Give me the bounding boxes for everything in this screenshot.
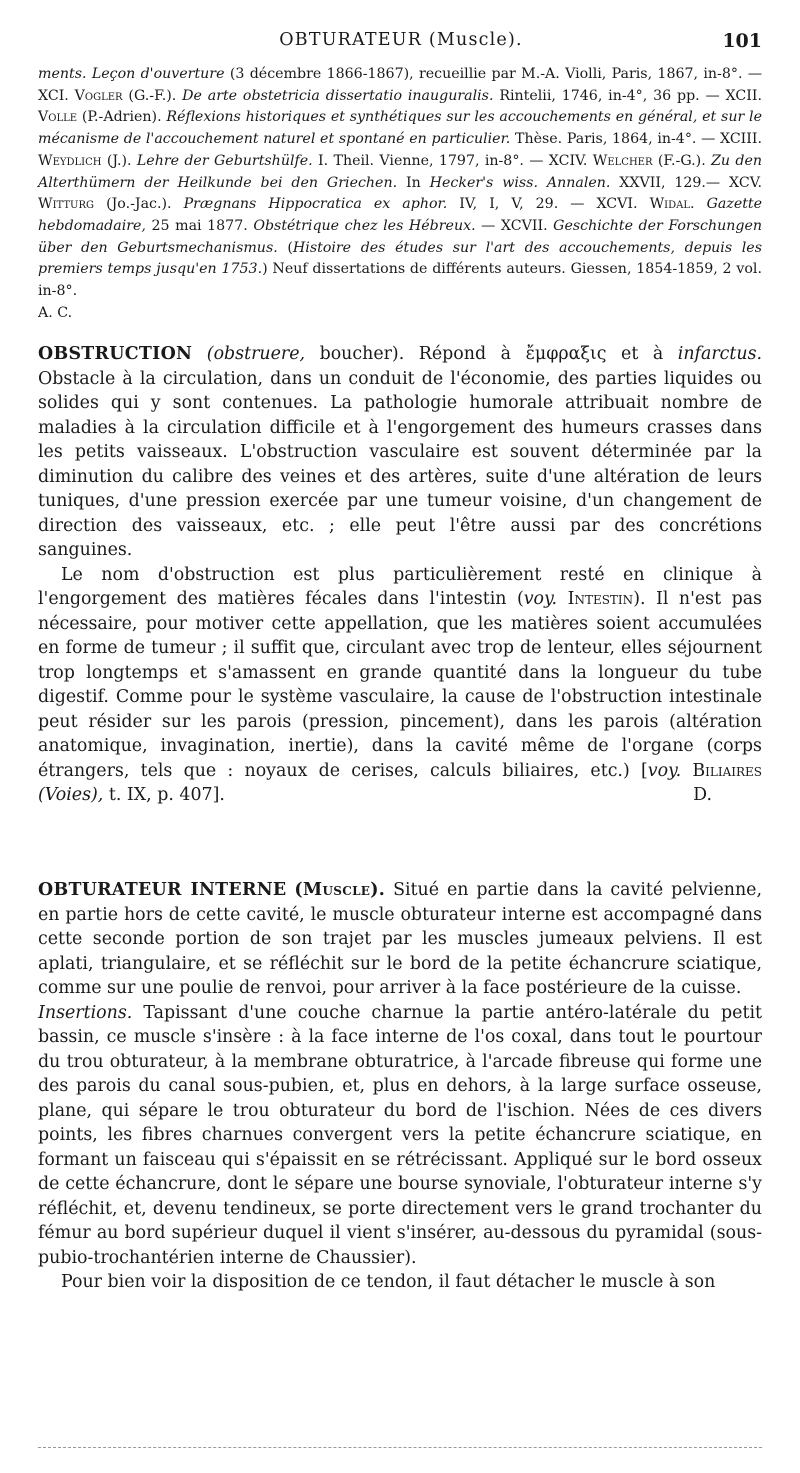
biblio-frag: — XCVII. (481, 217, 548, 234)
biblio-title: Obstétrique chez les Hébreux. (253, 217, 476, 234)
biblio-author: Vogler (74, 87, 123, 104)
biblio-frag: XXVII, 129.— XCV. (619, 174, 762, 191)
biblio-author: Witturg (38, 196, 95, 213)
cross-ref-voies: (Voies), (38, 785, 104, 805)
biblio-frag: Thèse. Paris, 1864, in-4°. — XCIII. (515, 131, 762, 148)
obstruction-text: ). Il n'est pas nécessaire, pour motiver cette appellation, que les matières soient accumulées en forme de tumeur ; il suffit que, circulant avec trop de lenteur, elles séjournent trop longtemps et s'amassent en grande quantité dans la longueur du tube digestif. Comme pour le système vasculaire, la cause de l'obstruction intestinale peut résider sur les parois (pression, pincement), dans les parois (altération anatomique, invagination, inertie), dans la cavité même de l'organe (corps étrangers, tels que : noyaux de cerises, calculs biliaires, etc.) [ (38, 589, 763, 781)
article-obstruction (38, 342, 762, 808)
biblio-frag: (P.-Adrien). (81, 109, 162, 126)
obturateur-text: Tapissant d'une couche charnue la partie antéro-latérale du petit bassin, ce muscle s'insère : à la face interne de l'os coxal, dans tout le pourtour du trou obturateur, à la membrane obturatrice, à l'arcade fibreuse qui forme une des parois du canal sous-pubien, et, plus en dehors, à la large surface osseuse, plane, qui sépare le trou obturateur du bord de l'ischion. Nées de ces divers points, les fibres charnues convergent vers la petite échancrure sciatique, en formant un faisceau qui s'épaissit en se rétrécissant. Appliqué sur le bord osseux de cette échancrure, dont le sépare une bourse synoviale, l'obturateur interne s'y réfléchit, et, devenu tendineux, se porte directement vers le grand trochanter du fémur au bord supérieur duquel il vient s'insérer, au-dessous du pyramidal (sous-pubio-trochantérien interne de Chaussier). (38, 1002, 763, 1268)
obstruction-ref: t. IX, p. 407]. (108, 785, 225, 805)
footer-rule (38, 1447, 762, 1448)
greek-term: ἔμφραξις (525, 344, 607, 364)
etymology: (obstruere, (206, 344, 306, 364)
cross-ref-voy: voy. (523, 589, 558, 609)
bibliography-block (38, 64, 762, 324)
biblio-title: De arte obstetricia dissertatio inauguralis. (182, 87, 494, 104)
biblio-frag: (J.). (106, 152, 132, 169)
biblio-title: Leçon d'ouverture (91, 66, 225, 82)
article-obturateur (38, 878, 762, 1295)
cross-ref-biliaires: Biliaires (692, 760, 762, 781)
running-head (40, 30, 762, 56)
page-number: 101 (722, 30, 762, 52)
biblio-title: Geschichte der Forschungen über den Geburtsmechanismus. (38, 217, 763, 256)
headword-obstruction: OBSTRUCTION (38, 344, 193, 364)
biblio-title: Prægnans Hippocratica ex aphor. (183, 196, 448, 213)
obstruction-signature: D. (693, 785, 712, 805)
biblio-frag: (G.-F.). (128, 87, 177, 104)
obstruction-para-2 (38, 563, 762, 808)
biblio-frag: IV, I, V, 29. — XCVI. (459, 196, 638, 213)
running-title: OBTURATEUR (Muscle). (279, 30, 523, 50)
latin-term: infarctus. (677, 344, 763, 364)
headword-obturateur: OBTURATEUR INTERNE (38, 880, 287, 900)
obstruction-text: Le nom d'obstruction est plus particulièrement resté en clinique à l'engorgement des matières fécales dans l'intestin ( (38, 564, 762, 609)
biblio-author: Volle (38, 109, 78, 126)
biblio-frag: ments. (38, 66, 87, 82)
biblio-frag: ) Neuf dissertations de différents auteurs. Giessen, 1854-1859, 2 vol. in-8°. (38, 261, 762, 300)
biblio-frag: I. Theil. Vienne, 1797, in-8°. — XCIV. (318, 152, 588, 169)
obstruction-text: boucher). Répond à (319, 344, 512, 364)
obturateur-text: Pour bien voir la disposition de ce tendon, il faut détacher le muscle à son (61, 1272, 716, 1292)
biblio-frag: Rintelii, 1746, in-4°, 36 pp. — XCII. (499, 87, 762, 104)
biblio-title: Histoire des études sur l'art des accouchements, depuis les premiers temps jusqu'en 1753. (38, 239, 762, 278)
biblio-author: Welcher (592, 152, 653, 169)
biblio-frag: ( (287, 239, 293, 256)
obturateur-para-3 (38, 1270, 762, 1295)
bibliography-text (38, 64, 762, 303)
biblio-title: Réflexions historiques et synthétiques sur les accouchements en général, et sur le mécanisme de l'accouchement naturel et spontané en particulier. (38, 109, 762, 148)
cross-ref-voy: voy. (647, 760, 682, 781)
insertions-label: Insertions. (38, 1002, 133, 1023)
biblio-title: Gazette hebdomadaire, (38, 196, 763, 234)
biblio-frag: (Jo.-Jac.). (106, 196, 172, 213)
biblio-signature: A. C. (38, 304, 73, 321)
cross-ref-intestin: Intestin (567, 589, 634, 609)
biblio-author: Weydlich (38, 152, 102, 169)
headword-muscle: (Muscle). (294, 880, 386, 900)
biblio-title: Hecker's wiss. Annalen. (429, 174, 611, 191)
biblio-title: Lehre der Geburtshülfe. (136, 152, 313, 169)
obstruction-text: Obstacle à la circulation, dans un conduit de l'économie, des parties liquides ou solides qui y sont contenues. La pathologie humorale attribuait nombre de maladies à la circulation difficile et à l'engorgement des humeurs crasses dans les petits vaisseaux. L'obstruction vasculaire est souvent déterminée par la diminution du calibre des veines et des artères, suite d'une altération de leurs tuniques, d'une pression exercée par une tumeur voisine, d'un changement de direction des vaisseaux, etc. ; elle peut l'être aussi par des concrétions sanguines. (38, 368, 762, 560)
biblio-author: Widal. (649, 196, 695, 213)
obturateur-para-1 (38, 878, 762, 1001)
biblio-title: Zu den Alterthümern der Heilkunde bei den Griechen. (38, 152, 763, 191)
biblio-frag: In (406, 174, 421, 191)
obturateur-text: Situé en partie dans la cavité pelvienne, en partie hors de cette cavité, le muscle obturateur interne est accompagné dans cette seconde portion de son trajet par les muscles jumeaux pelviens. Il est aplati, triangulaire, et se réfléchit sur le bord de la petite échancrure sciatique, comme sur une poulie de renvoi, pour arriver à la face postérieure de la cuisse. (38, 880, 762, 998)
biblio-frag: (3 décembre 1866-1867), recueillie par M.-A. Violli, Paris, 1867, in-8°. —XCI. (38, 66, 763, 104)
biblio-frag: 25 mai 1877. (151, 217, 248, 234)
obstruction-text: et à (621, 344, 664, 364)
obturateur-para-2 (38, 1001, 762, 1271)
obstruction-para-1 (38, 342, 762, 563)
biblio-frag: (F.-G.). (657, 152, 706, 169)
